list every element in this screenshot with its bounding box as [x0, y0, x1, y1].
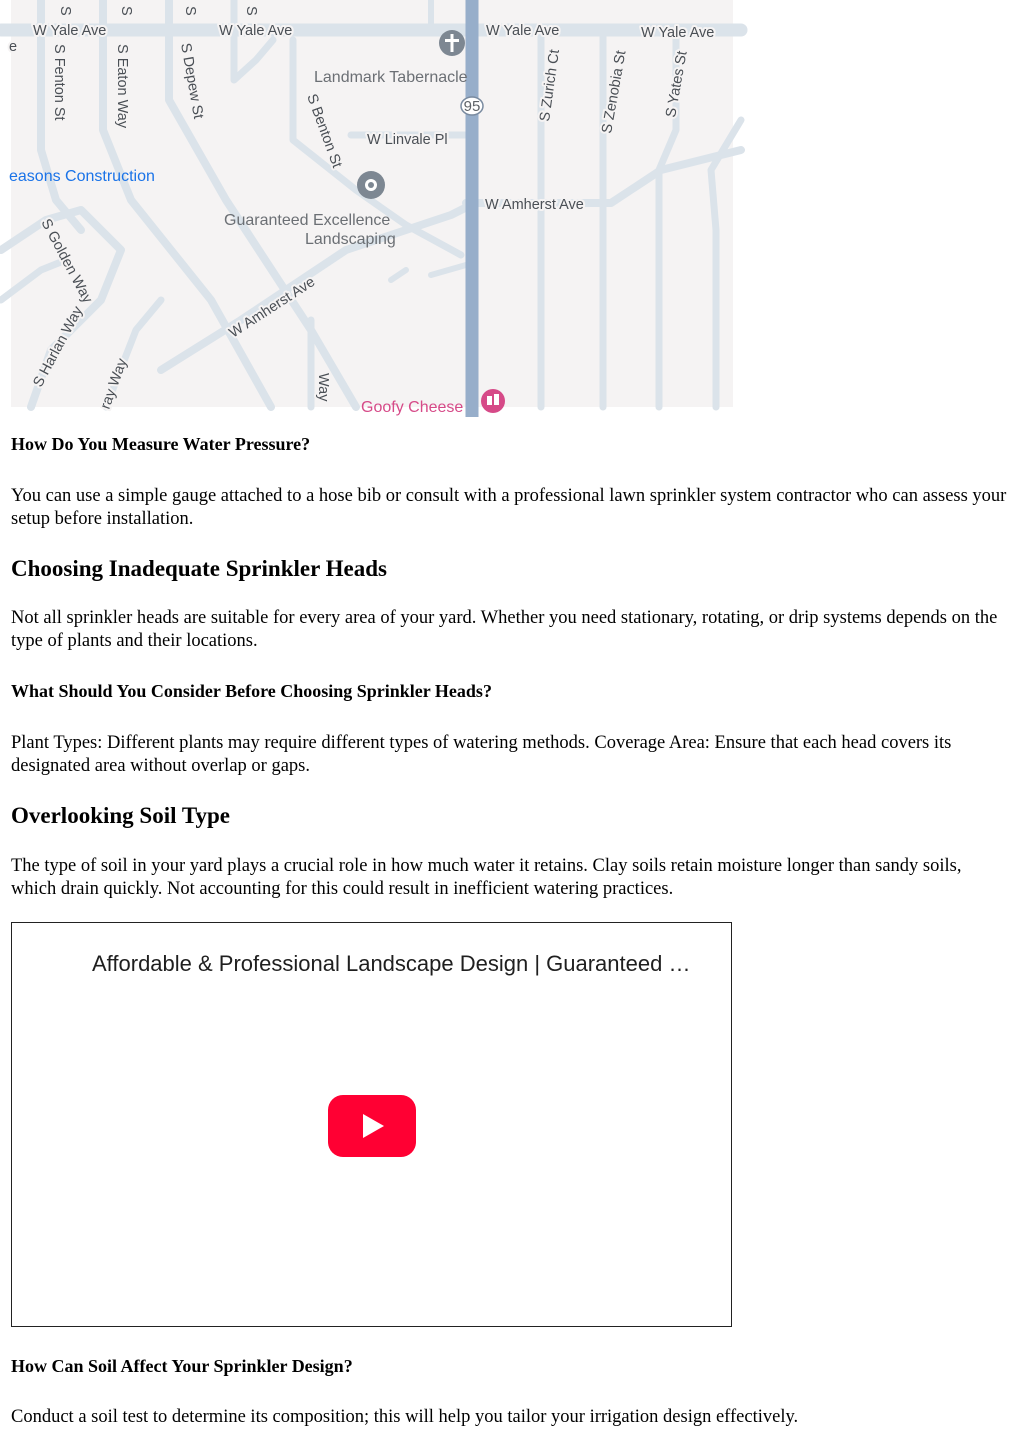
embedded-map[interactable] — [9, 0, 733, 416]
label-s-depew-st: S Depew St — [177, 41, 207, 121]
label-s-eaton-way: S Eaton Way — [114, 44, 130, 129]
label-way-lower: Way — [315, 373, 331, 402]
label-w-yale-ave-3: W Yale Ave — [486, 23, 560, 39]
heading-measure-water-pressure: How Do You Measure Water Pressure? — [11, 434, 311, 454]
heading-soil-affect-design: How Can Soil Affect Your Sprinkler Design? — [11, 1356, 353, 1376]
label-w-amherst-ave-east: W Amherst Ave — [485, 197, 584, 213]
heading-consider-sprinkler-heads: What Should You Consider Before Choosing Sprinkler Heads? — [11, 681, 492, 701]
paragraph-measure-water-pressure: You can use a simple gauge attached to a hose bib or consult with a professional lawn sprinkler system contractor who can assess your setup before installation. — [11, 486, 1007, 529]
food-pin[interactable] — [481, 389, 505, 413]
label-s-fenton-st: S Fenton St — [51, 44, 67, 121]
video-title[interactable]: Affordable & Professional Landscape Design | Guaranteed … — [92, 951, 691, 976]
label-landmark-tabernacle[interactable]: Landmark Tabernacle — [314, 69, 468, 86]
paragraph-consider-sprinkler-heads: Plant Types: Different plants may require different types of watering methods. Coverage Area: Ensure that each head covers its designated area without overlap or gaps. — [11, 733, 952, 776]
paragraph-inadequate-sprinkler-heads: Not all sprinkler heads are suitable for every area of your yard. Whether you need stationary, rotating, or drip systems depends on the type of plants and their locations. — [11, 608, 998, 651]
label-s-top-4: S — [243, 6, 259, 16]
label-w-yale-ave-2: W Yale Ave — [219, 23, 293, 39]
youtube-video-embed[interactable] — [11, 922, 732, 1327]
label-seasons-construction[interactable]: easons Construction — [9, 168, 155, 185]
label-s-harlan-way: S Harlan Way — [30, 303, 87, 390]
youtube-play-button[interactable] — [328, 1095, 416, 1157]
food-icon — [487, 396, 492, 405]
heading-overlooking-soil-type: Overlooking Soil Type — [11, 803, 230, 828]
label-s-zurich-ct: S Zurich Ct — [537, 48, 564, 123]
label-guaranteed-line2[interactable]: Landscaping — [305, 231, 396, 248]
youtube-play-icon[interactable] — [328, 1095, 416, 1157]
route-95-label: 95 — [463, 98, 481, 115]
label-guaranteed-line1[interactable]: Guaranteed Excellence — [224, 212, 391, 229]
church-pin[interactable] — [439, 30, 465, 56]
label-goofy-cheese[interactable]: Goofy Cheese — [361, 399, 464, 416]
label-w-amherst-ave-west: W Amherst Ave — [226, 274, 319, 342]
label-s-golden-way: S Golden Way — [37, 216, 96, 306]
label-w-yale-ave-4: W Yale Ave — [641, 25, 715, 41]
label-s-top-2: S — [118, 6, 134, 16]
route-95-shield — [461, 97, 483, 115]
label-e-left: e — [9, 39, 18, 55]
heading-inadequate-sprinkler-heads: Choosing Inadequate Sprinkler Heads — [11, 556, 387, 581]
label-s-yates-st: S Yates St — [663, 49, 691, 119]
label-w-linvale-pl: W Linvale Pl — [367, 132, 448, 148]
label-ray-way: ray Way — [97, 356, 131, 412]
label-s-top-3: S — [182, 6, 198, 16]
label-w-yale-ave-1: W Yale Ave — [33, 23, 107, 39]
label-s-top-1: S — [57, 6, 73, 16]
cross-icon — [451, 34, 454, 52]
business-pin[interactable] — [357, 171, 385, 199]
paragraph-soil-affect-design: Conduct a soil test to determine its composition; this will help you tailor your irrigation design effectively. — [11, 1407, 799, 1427]
paragraph-overlooking-soil-type: The type of soil in your yard plays a crucial role in how much water it retains. Clay soils retain moisture longer than sandy soils, which drain quickly. Not accounting for this could result in inefficient watering practices. — [11, 856, 962, 899]
label-s-benton-st: S Benton St — [303, 91, 345, 171]
label-s-zenobia-st: S Zenobia St — [599, 49, 630, 135]
